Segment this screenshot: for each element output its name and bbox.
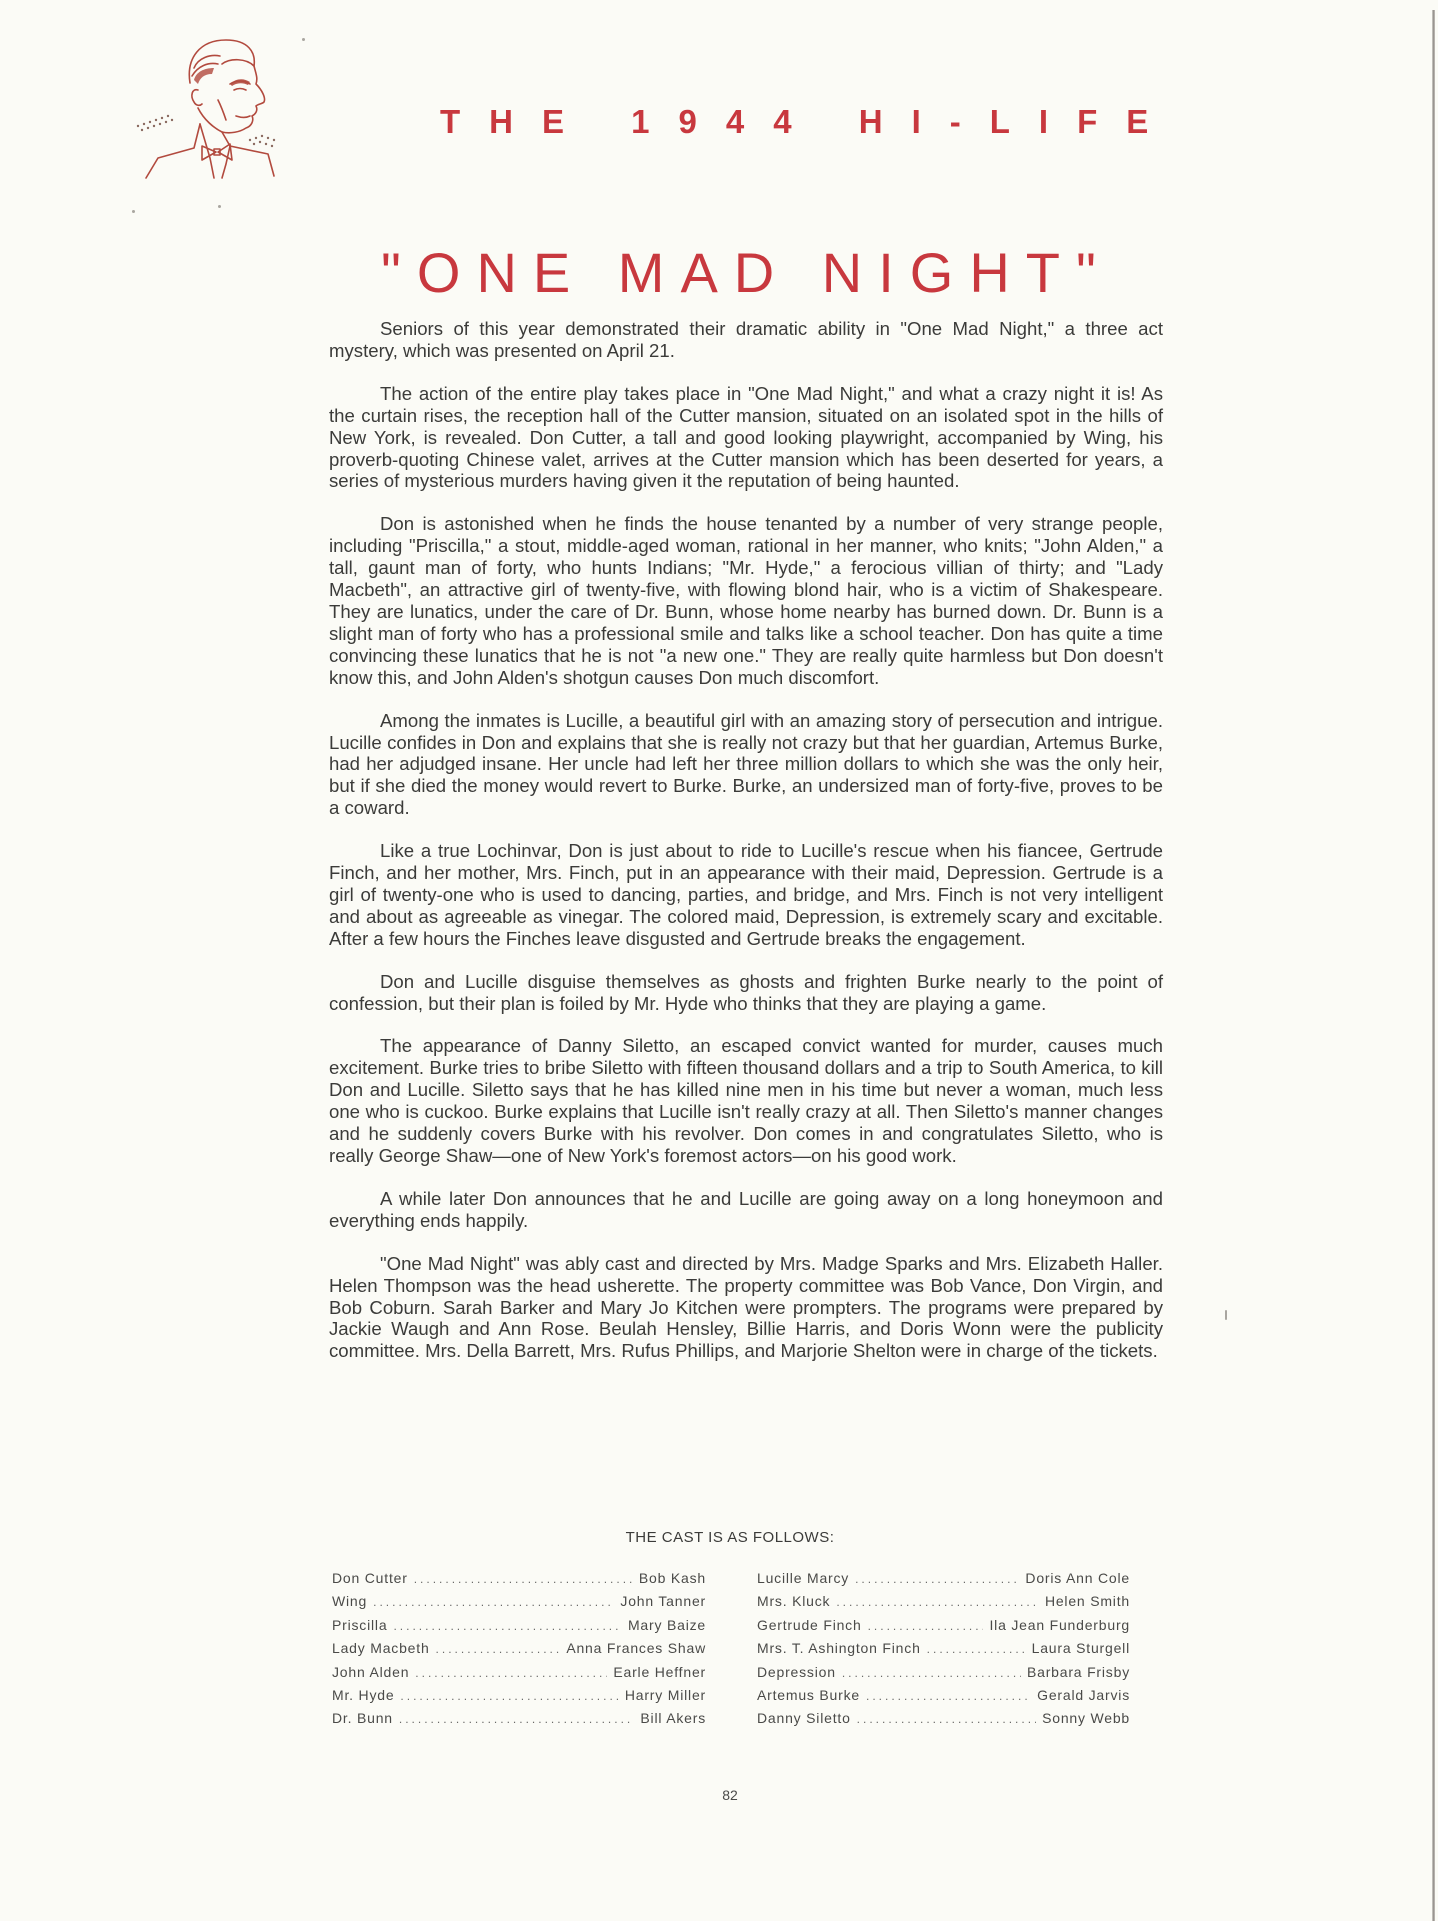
paragraph: Among the inmates is Lucille, a beautiful girl with an amazing story of persecution and intrigue. Lucille confides in Don and explains that she is really not crazy but that her guardian, Artemus Burke, had her adjudged insane. Her uncle had left her three million dollars to which she was the only heir, but if she died the money would revert to Burke. Burke, an undersized man of forty-five, proves to be a coward. [329,709,1163,819]
dot-leader [927,1638,1026,1660]
cast-actor: Laura Sturgell [1031,1640,1130,1657]
cast-role: Dr. Bunn [332,1710,393,1727]
cast-actor: Ila Jean Funderburg [989,1616,1130,1633]
dot-leader [393,1615,622,1637]
paragraph: A while later Don announces that he and Lucille are going away on a long honeymoon and everything ends happily. [329,1187,1163,1231]
dot-leader [373,1591,614,1613]
dot-leader [857,1708,1036,1730]
page-number: 82 [722,1787,738,1803]
cast-list-left [332,1567,706,1731]
cast-actor: Barbara Frisby [1026,1663,1130,1680]
cast-row [757,1590,1130,1613]
cast-actor: Anna Frances Shaw [566,1640,706,1657]
cast-actor: Doris Ann Cole [1025,1570,1130,1586]
cast-row [757,1707,1130,1730]
cast-role: Lucille Marcy [757,1570,850,1586]
cast-actor: Harry Miller [624,1687,706,1704]
cast-actor: Gerald Jarvis [1037,1687,1130,1704]
portrait-illustration-icon [118,28,288,188]
cast-role: Priscilla [332,1616,388,1633]
dot-leader [842,1662,1021,1684]
dot-leader [855,1568,1019,1590]
cast-role: Danny Siletto [757,1710,851,1727]
cast-row [757,1661,1130,1684]
dot-leader [400,1685,618,1707]
paragraph: Seniors of this year demonstrated their dramatic ability in "One Mad Night," a three act mystery, which was presented on April 21. [329,318,1163,361]
paragraph: "One Mad Night" was ably cast and directed by Mrs. Madge Sparks and Mrs. Elizabeth Haller. Helen Thompson was the head usherette. The property committee was Bob Vance, Don Virgin, and Bob Coburn. Sarah Barker and Mary Jo Kitchen were prompters. The programs were prepared by Jackie Waugh and Ann Rose. Beulah Hensley, Billie Harris, and Doris Wonn were the publicity committee. Mrs. Della Barrett, Mrs. Rufus Phillips, and Marjorie Shelton were in charge of the tickets. [329,1252,1163,1362]
cast-role: Lady Macbeth [332,1640,430,1657]
cast-role: Wing [332,1593,368,1610]
cast-row [757,1637,1130,1660]
print-speck [302,38,305,41]
cast-actor: Mary Baize [627,1616,706,1633]
dot-leader [866,1685,1031,1707]
paragraph: Like a true Lochinvar, Don is just about to ride to Lucille's rescue when his fiancee, Gertrude Finch, and her mother, Mrs. Finch, put in an appearance with their maid, Depression. Gertrude is a girl of twenty-one who is used to dancing, parties, and bridge, and Mrs. Finch is not very intelligent and about as agreeable as vinegar. The colored maid, Depression, is extremely scary and excitable. After a few hours the Finches leave disgusted and Gertrude breaks the engagement. [329,840,1163,949]
cast-row [332,1707,706,1730]
cast-row [757,1567,1130,1590]
cast-row [332,1614,706,1637]
cast-role: Gertrude Finch [757,1616,862,1633]
cast-actor: Helen Smith [1044,1593,1130,1610]
cast-heading: THE CAST IS AS FOLLOWS: [625,1529,835,1546]
cast-role: Don Cutter [332,1570,408,1586]
cast-row [757,1614,1130,1637]
cast-row [332,1590,706,1613]
dot-leader [415,1662,607,1684]
article-body [329,318,1163,1383]
cast-role: Mrs. Kluck [757,1593,831,1610]
dot-leader [414,1568,633,1590]
cast-actor: John Tanner [620,1593,706,1610]
print-speck [132,210,135,213]
paragraph: The action of the entire play takes place in "One Mad Night," and what a crazy night it is! As the curtain rises, the reception hall of the Cutter mansion, situated on an isolated spot in the hills of New York, is revealed. Don Cutter, a tall and good looking playwright, accompanied by Wing, his proverb-quoting Chinese valet, arrives at the Cutter mansion which has been deserted for years, a series of mysterious murders having given it the reputation of being haunted. [329,382,1163,492]
print-speck [1225,1310,1227,1320]
dot-leader [436,1638,561,1660]
cast-actor: Bob Kash [638,1570,706,1586]
cast-role: Mr. Hyde [332,1687,395,1704]
cast-actor: Sonny Webb [1042,1710,1130,1727]
cast-row [332,1684,706,1707]
print-speck [218,205,221,208]
dot-leader [836,1591,1039,1613]
paragraph: Don and Lucille disguise themselves as ghosts and frighten Burke nearly to the point of confession, but their plan is foiled by Mr. Hyde who thinks that they are playing a game. [329,970,1163,1014]
running-head: THE 1944 HI-LIFE [440,103,1178,140]
dot-leader [399,1708,635,1730]
cast-row [332,1637,706,1660]
cast-row [757,1684,1130,1707]
cast-role: Depression [757,1663,836,1680]
cast-row [332,1661,706,1684]
dot-leader [868,1615,984,1637]
cast-list-right [757,1567,1130,1731]
cast-role: Mrs. T. Ashington Finch [757,1640,921,1657]
paragraph: The appearance of Danny Siletto, an escaped convict wanted for murder, causes much excitement. Burke tries to bribe Siletto with fifteen thousand dollars and a trip to South America, to kill Don and Lucille. Siletto says that he has killed nine men in his time but never a woman, much less one who is cuckoo. Burke explains that Lucille isn't really crazy at all. Then Siletto's manner changes and he suddenly covers Burke with his revolver. Don comes in and congratulates Siletto, who is really George Shaw—one of New York's foremost actors—on his good work. [329,1035,1163,1166]
cast-actor: Bill Akers [640,1710,706,1727]
page-edge-line [1432,10,1435,1921]
article-title: "ONE MAD NIGHT" [381,241,1112,304]
cast-actor: Earle Heffner [613,1663,706,1680]
cast-role: John Alden [332,1663,410,1680]
cast-role: Artemus Burke [757,1687,860,1704]
cast-row [332,1567,706,1590]
paragraph: Don is astonished when he finds the house tenanted by a number of very strange people, including "Priscilla," a stout, middle-aged woman, rational in her manner, who knits; "John Alden," a tall, gaunt man of forty, who hunts Indians; "Mr. Hyde," a ferocious villian of thirty; and "Lady Macbeth", an attractive girl of twenty-five, with flowing blond hair, who is a victim of Shakespeare. They are lunatics, under the care of Dr. Bunn, whose home nearby has burned down. Dr. Bunn is a slight man of forty who has a professional smile and talks like a school teacher. Don has quite a time convincing these lunatics that he is not "a new one." They are really quite harmless but Don doesn't know this, and John Alden's shotgun causes Don much discomfort. [329,513,1163,688]
